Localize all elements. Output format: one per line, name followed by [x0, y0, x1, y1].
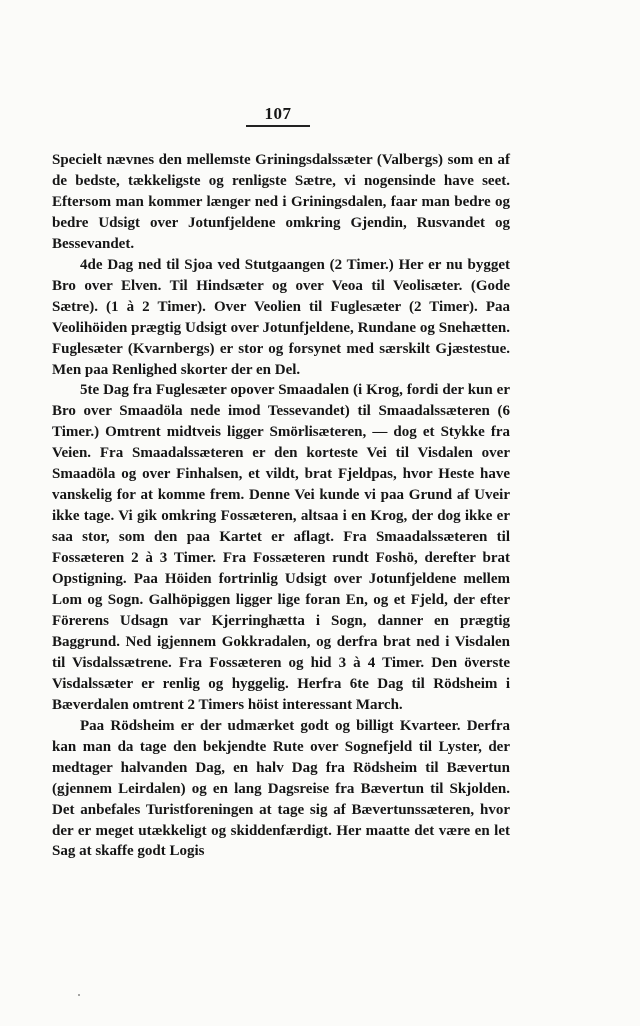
header-rule — [246, 125, 310, 127]
paragraph: 4de Dag ned til Sjoa ved Stutgaangen (2 Timer.) Her er nu bygget Bro over Elven. Til Hindsæter og over Veoa til Veolisæter. (Gode Sætre). (1 à 2 Timer). Over Veolien til Fuglesæter (2 Timer). Paa Veolihöiden prægtig Udsigt over Jotunfjeldene, Rundane og Snehætten. Fuglesæter (Kvarnbergs) er stor og forsynet med særskilt Gjæstestue. Men paa Renlighed skorter der en Del. — [52, 256, 510, 378]
scan-speck — [78, 994, 80, 996]
paragraph: 5te Dag fra Fuglesæter opover Smaadalen (i Krog, fordi der kun er Bro over Smaadöla nede imod Tessevandet) til Smaadalssæteren (6 Timer.) Omtrent midtveis ligger Smörlisæteren, — dog et Stykke fra Veien. Fra Smaadalssæteren er den korteste Vei til Visdalen over Smaadöla og over Finhalsen, et vildt, brat Fjeldpas, hvor Heste have vanskelig for at komme frem. Denne Vei kunde vi paa Grund af Uveir ikke tage. Vi gik omkring Fossæteren, altsaa i en Krog, der dog ikke er saa stor, som den paa Kartet er aflagt. Fra Smaadalssæteren til Fossæteren 2 à 3 Timer. Fra Fossæteren rundt Foshö, derefter brat Opstigning. Paa Höiden fortrinlig Udsigt over Jotunfjeldene mellem Lom og Sogn. Galhöpiggen ligger lige foran En, og et Fjeld, der efter Förerens Udsagn var Kjerringhætta i Sogn, danner en prægtig Baggrund. Ned igjennem Gokkradalen, og derfra brat ned i Visdalen til Visdalssætrene. Fra Fossæteren og hid 3 à 4 Timer. Den överste Visdalssæter er renlig og hyggelig. Herfra 6te Dag til Rödsheim i Bæverdalen omtrent 2 Timers höist interessant March. — [52, 382, 510, 713]
page-number: 107 — [264, 104, 292, 123]
paragraph: Paa Rödsheim er der udmærket godt og billigt Kvarteer. Derfra kan man da tage den bekjendte Rute over Sognefjeld til Lyster, der medtager halvanden Dag, en halv Dag fra Rödsheim til Bævertun (gjennem Leirdalen) og en lang Dagsreise fra Bævertun til Skjolden. Det anbefales Turistforeningen at tage sig af Bævertunssæteren, hvor der er meget utækkeligt og skiddenfærdigt. Her maatte det være en let Sag at skaffe godt Logis — [52, 717, 510, 860]
body-text — [52, 150, 510, 862]
paragraph: Specielt nævnes den mellemste Griningsdalssæter (Valbergs) som en af de bedste, tækkeligste og renligste Sætre, vi nogensinde have seet. Eftersom man kommer længer ned i Griningsdalen, faar man bedre og bedre Udsigt over Jotunfjeldene omkring Gjendin, Rusvandet og Bessevandet. — [52, 152, 510, 252]
